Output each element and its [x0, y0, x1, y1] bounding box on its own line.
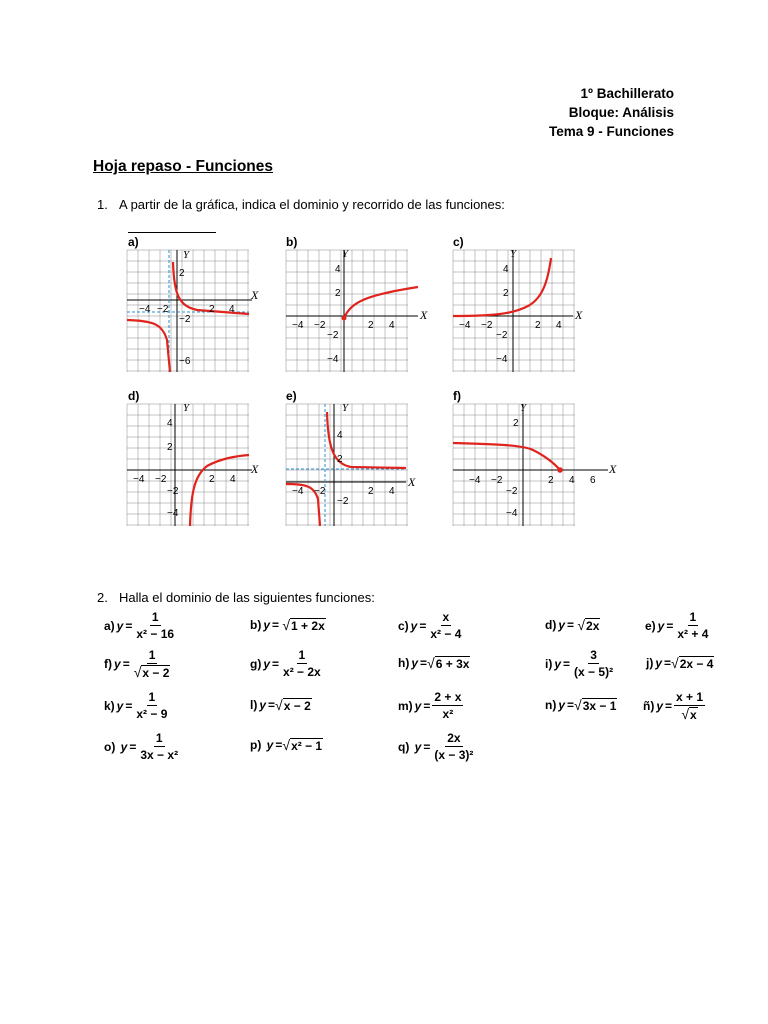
tick-label: 2: [535, 320, 541, 331]
tick-label: −2: [157, 304, 169, 315]
tick-label: −4: [469, 475, 481, 486]
document-header: [549, 84, 674, 141]
exercise-b: b) y = √ 1 + 2x: [250, 617, 325, 633]
exercise-l: l) y = √ x − 2: [250, 697, 311, 713]
exercise-q: q) y = $\frac{2x}{\text{(x − 3)²}}$: [398, 731, 474, 762]
graph-a-svg: [127, 250, 287, 380]
question-2: [97, 590, 375, 605]
tick-label: −4: [139, 304, 151, 315]
graph-label-e: e): [286, 389, 297, 403]
graph-label-d: d): [128, 389, 140, 403]
exercise-g: g) y = $\frac{1}{\text{x² − 2x}}$: [250, 648, 321, 679]
y-axis-label: Y: [510, 248, 517, 260]
tick-label: −2: [155, 474, 167, 485]
tick-label: −2: [314, 320, 326, 331]
graph-c-svg: [453, 250, 613, 380]
tick-label: 2: [179, 268, 185, 279]
tick-label: 6: [590, 475, 596, 486]
tick-label: 4: [389, 486, 395, 497]
graph-b: [286, 250, 446, 380]
tick-label: −2: [496, 330, 508, 341]
graph-e-svg: [286, 404, 446, 534]
exercise-enye: ñ) y = $\frac{x + 1}{√x}$: [643, 690, 704, 722]
tick-label: 4: [167, 418, 173, 429]
curve: [453, 258, 551, 316]
tick-label: −4: [133, 474, 145, 485]
graph-d: [127, 404, 287, 534]
graph-label-a: a): [128, 235, 139, 249]
y-axis-label: Y: [183, 402, 190, 414]
tick-label: 2: [513, 418, 519, 429]
course-line: 1º Bachillerato: [580, 86, 674, 101]
graph-c: [453, 250, 613, 380]
exercise-j: j) y = √ 2x − 4: [646, 655, 714, 671]
tick-label: 2: [209, 304, 215, 315]
tick-label: 2: [337, 454, 343, 465]
x-axis-label: X: [408, 475, 416, 489]
exercise-k: k) y = $\frac{1}{\text{x² − 9}}$: [104, 690, 168, 721]
curve: [453, 443, 560, 470]
block-line: Bloque: Análisis: [568, 105, 674, 120]
tick-label: −2: [179, 314, 191, 325]
exercise-n: n) y = √ 3x − 1: [545, 697, 617, 713]
graph-label-b: b): [286, 235, 298, 249]
tick-label: −4: [327, 354, 339, 365]
exercise-c: c) y = $\frac{x}{\text{x² − 4}}$: [398, 610, 462, 641]
tick-label: 2: [368, 320, 374, 331]
tick-label: −2: [337, 496, 349, 507]
question-number: 2.: [97, 590, 108, 605]
graph-a: [127, 250, 287, 380]
tick-label: 4: [229, 304, 235, 315]
y-axis-label: Y: [342, 402, 349, 414]
exercise-i: i) y = $\frac{3}{\text{(x − 5)²}}$: [545, 648, 614, 679]
x-axis-label: X: [609, 462, 617, 476]
tick-label: −4: [167, 508, 179, 519]
tick-label: 2: [335, 288, 341, 299]
divider: [128, 232, 216, 233]
question-number: 1.: [97, 197, 108, 212]
exercise-o: o) y = $\frac{1}{\text{3x − x²}}$: [104, 731, 179, 762]
tick-label: −2: [314, 486, 326, 497]
tick-label: 4: [337, 430, 343, 441]
tick-label: 4: [389, 320, 395, 331]
tick-label: 2: [209, 474, 215, 485]
tick-label: −2: [327, 330, 339, 341]
exercise-h: h) y = √ 6 + 3x: [398, 655, 470, 671]
tick-label: −2: [506, 486, 518, 497]
graph-e: [286, 404, 446, 534]
x-axis-label: X: [251, 288, 259, 302]
curve: [127, 320, 170, 372]
x-axis-label: X: [575, 308, 583, 322]
tick-label: −6: [179, 356, 191, 367]
tick-label: −2: [481, 320, 493, 331]
y-axis-label: Y: [342, 248, 349, 260]
tick-label: 2: [368, 486, 374, 497]
tick-label: −2: [167, 486, 179, 497]
endpoint: [557, 467, 563, 473]
curve: [190, 455, 249, 526]
tick-label: −4: [292, 486, 304, 497]
exercise-a: a) y = $\frac{1}{\text{x² − 16}}$: [104, 610, 175, 641]
tick-label: −4: [292, 320, 304, 331]
tick-label: 2: [548, 475, 554, 486]
tick-label: −4: [459, 320, 471, 331]
exercise-d: d) y = √ 2x: [545, 617, 600, 633]
x-axis-label: X: [420, 308, 428, 322]
page-title: Hoja repaso - Funciones: [93, 158, 274, 175]
exercise-m: m) y = $\frac{2 + x}{\text{x²}}$: [398, 690, 462, 721]
x-axis-label: X: [251, 462, 259, 476]
graph-label-c: c): [453, 235, 464, 249]
grid: [127, 404, 249, 526]
tick-label: 4: [556, 320, 562, 331]
graph-label-f: f): [453, 389, 461, 403]
tick-label: 4: [230, 474, 236, 485]
tick-label: 2: [167, 442, 173, 453]
question-1: [97, 197, 505, 212]
topic-line: Tema 9 - Funciones: [548, 124, 674, 139]
exercise-p: p) y = √ x² − 1: [250, 737, 323, 753]
y-axis-label: Y: [520, 402, 527, 414]
tick-label: −2: [491, 475, 503, 486]
question-text: A partir de la gráfica, indica el dominio y recorrido de las funciones:: [119, 197, 505, 212]
graph-f-svg: [453, 402, 617, 534]
y-axis-label: Y: [183, 249, 190, 261]
exercise-f: f) y = $\frac{1}{√x - 2}$: [104, 648, 170, 680]
graph-b-svg: [286, 250, 446, 380]
question-text: Halla el dominio de las siguientes funciones:: [119, 590, 375, 605]
tick-label: −4: [506, 508, 518, 519]
endpoint: [342, 316, 347, 321]
tick-label: −4: [496, 354, 508, 365]
tick-label: 4: [569, 475, 575, 486]
tick-label: 2: [503, 288, 509, 299]
tick-label: 4: [503, 264, 509, 275]
graph-d-svg: [127, 404, 287, 534]
tick-label: 4: [335, 264, 341, 275]
graph-f: [453, 402, 617, 534]
exercise-e: e) y = $\frac{1}{\text{x² + 4}}$: [645, 610, 709, 641]
